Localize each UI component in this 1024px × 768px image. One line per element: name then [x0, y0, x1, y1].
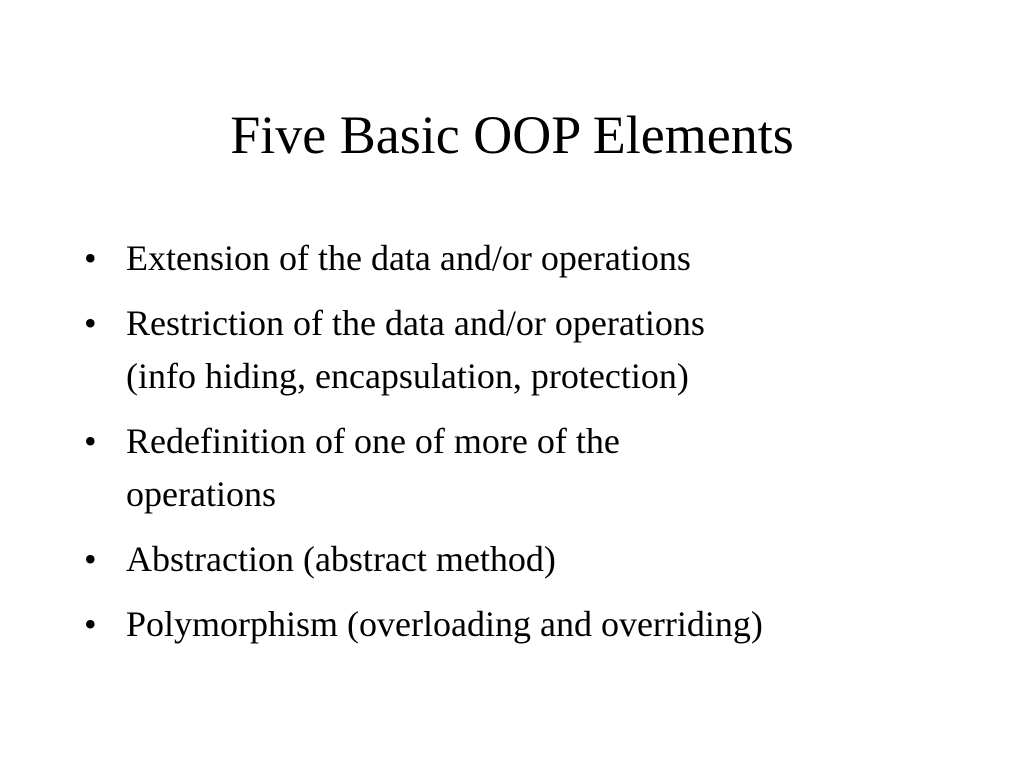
bullet-text: Extension of the data and/or operations	[126, 238, 691, 278]
bullet-text-continuation: (info hiding, encapsulation, protection)	[126, 356, 689, 396]
bullet-item-polymorphism	[82, 598, 982, 651]
bullet-item-redefinition	[82, 415, 982, 521]
bullet-marker: •	[84, 238, 97, 278]
bullet-marker: •	[84, 604, 97, 644]
bullet-list	[82, 232, 982, 663]
bullet-text: Abstraction (abstract method)	[126, 539, 556, 579]
bullet-text: Polymorphism (overloading and overriding)	[126, 604, 763, 644]
bullet-marker: •	[84, 303, 97, 343]
bullet-text: Redefinition of one of more of the	[126, 421, 620, 461]
bullet-text-continuation: operations	[126, 474, 276, 514]
bullet-item-extension	[82, 232, 982, 285]
slide-title: Five Basic OOP Elements	[230, 105, 794, 165]
bullet-text: Restriction of the data and/or operations	[126, 303, 705, 343]
bullet-marker: •	[84, 421, 97, 461]
bullet-item-abstraction	[82, 533, 982, 586]
bullet-marker: •	[84, 539, 97, 579]
bullet-item-restriction	[82, 297, 982, 403]
